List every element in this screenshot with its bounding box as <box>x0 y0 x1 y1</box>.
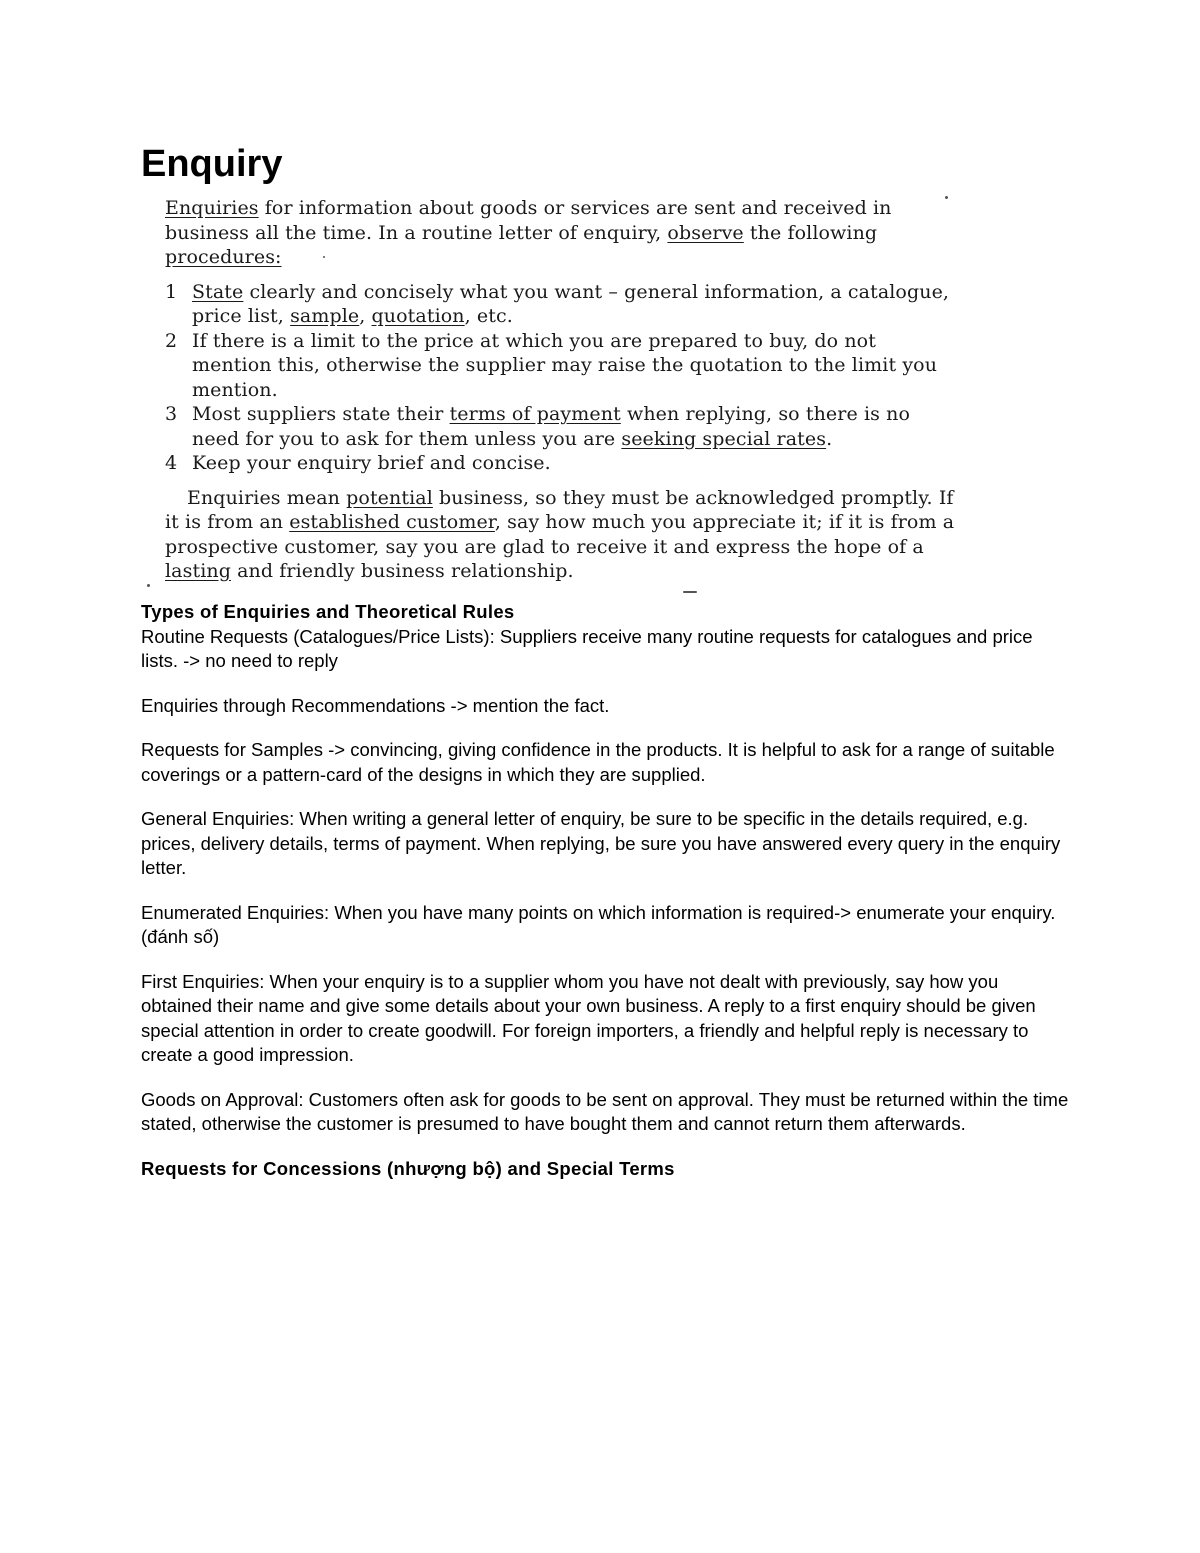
section-heading-concessions: Requests for Concessions (nhượng bộ) and Special Terms <box>141 1157 675 1179</box>
scan-text: , say how much you appreciate it; if it is from a prospective customer, say you are glad to receive it and express the hope of a <box>165 511 955 558</box>
underlined-term: lasting <box>165 560 231 582</box>
scan-speck <box>945 196 948 199</box>
page-title: Enquiry <box>141 143 283 185</box>
scan-intro-paragraph <box>165 196 955 270</box>
underlined-term: seeking special rates <box>621 427 827 450</box>
scan-closing-paragraph <box>165 486 955 584</box>
scanned-excerpt-image <box>143 188 961 596</box>
scanned-excerpt-text <box>165 196 955 584</box>
scan-text: business, so they must be acknowledged promptly. If it is from an <box>165 486 954 533</box>
procedure-number: 4 <box>165 452 178 474</box>
scan-text: Enquiries mean <box>187 486 347 509</box>
underlined-term: terms of payment <box>449 403 621 425</box>
underlined-term: procedures: <box>165 246 282 268</box>
section-heading-types: Types of Enquiries and Theoretical Rules <box>141 601 515 622</box>
scan-text: Most suppliers state their <box>192 403 450 425</box>
underlined-term: potential <box>346 486 433 509</box>
procedure-item <box>165 329 955 403</box>
underlined-term: quotation <box>371 305 465 327</box>
scan-speck <box>323 256 325 258</box>
scan-text: , etc. <box>464 305 513 327</box>
scan-speck <box>147 584 150 587</box>
scan-text: when replying, so there is no need for you to ask for them unless you are <box>192 403 910 450</box>
scan-text: the following <box>743 221 878 244</box>
procedure-item <box>165 280 955 329</box>
scan-text: If there is a limit to the price at which you are prepared to buy, do not mention this, otherwise the supplier may raise the quotation to the limit you mention. <box>192 329 938 401</box>
procedure-item <box>165 402 955 451</box>
underlined-term: observe <box>667 221 744 244</box>
scan-text: and friendly business relationship. <box>230 560 574 582</box>
scan-text: . <box>826 427 833 450</box>
underlined-term: established customer <box>289 511 495 533</box>
paragraph-general-enquiries: General Enquiries: When writing a general letter of enquiry, be sure to be specific in the details required, e.g. prices, delivery details, terms of payment. When replying, be sure you have answered every query in the enquiry letter. <box>141 808 1061 878</box>
paragraph-enumerated-enquiries: Enumerated Enquiries: When you have many points on which information is required-> enumerate your enquiry. (đánh số) <box>141 901 1056 947</box>
paragraph-routine-requests: Routine Requests (Catalogues/Price Lists): Suppliers receive many routine requests for catalogues and price lists. -> no need to reply <box>141 625 1033 671</box>
procedure-number: 1 <box>165 280 178 303</box>
underlined-term: State <box>192 280 244 303</box>
paragraph-samples: Requests for Samples -> convincing, giving confidence in the products. It is helpful to ask for a range of suitable coverings or a pattern-card of the designs in which they are supplied. <box>141 739 1055 785</box>
scan-text: , <box>359 305 372 327</box>
underlined-term: Enquiries <box>165 197 259 219</box>
scan-speck <box>683 591 697 593</box>
paragraph-recommendations: Enquiries through Recommendations -> mention the fact. <box>141 694 610 716</box>
underlined-term: sample <box>290 305 360 327</box>
procedure-number: 2 <box>165 329 178 352</box>
scan-text: Keep your enquiry brief and concise. <box>192 452 551 474</box>
procedure-number: 3 <box>165 403 178 425</box>
paragraph-goods-on-approval: Goods on Approval: Customers often ask for goods to be sent on approval. They must be returned within the time stated, otherwise the customer is presumed to have bought them and cannot return them afterwards. <box>141 1088 1069 1134</box>
procedure-item <box>165 451 955 476</box>
scan-text: for information about goods or services are sent and received in business all the time. In a routine letter of enquiry, <box>165 197 892 244</box>
paragraph-first-enquiries: First Enquiries: When your enquiry is to a supplier whom you have not dealt with previously, say how you obtained their name and give some details about your own business. A reply to a first enquiry should be given special attention in order to create goodwill. For foreign importers, a friendly and helpful reply is necessary to create a good impression. <box>141 970 1036 1065</box>
main-content <box>141 600 1071 1181</box>
procedure-list <box>165 280 955 476</box>
scan-text: clearly and concisely what you want – general information, a catalogue, price list, <box>192 280 950 327</box>
